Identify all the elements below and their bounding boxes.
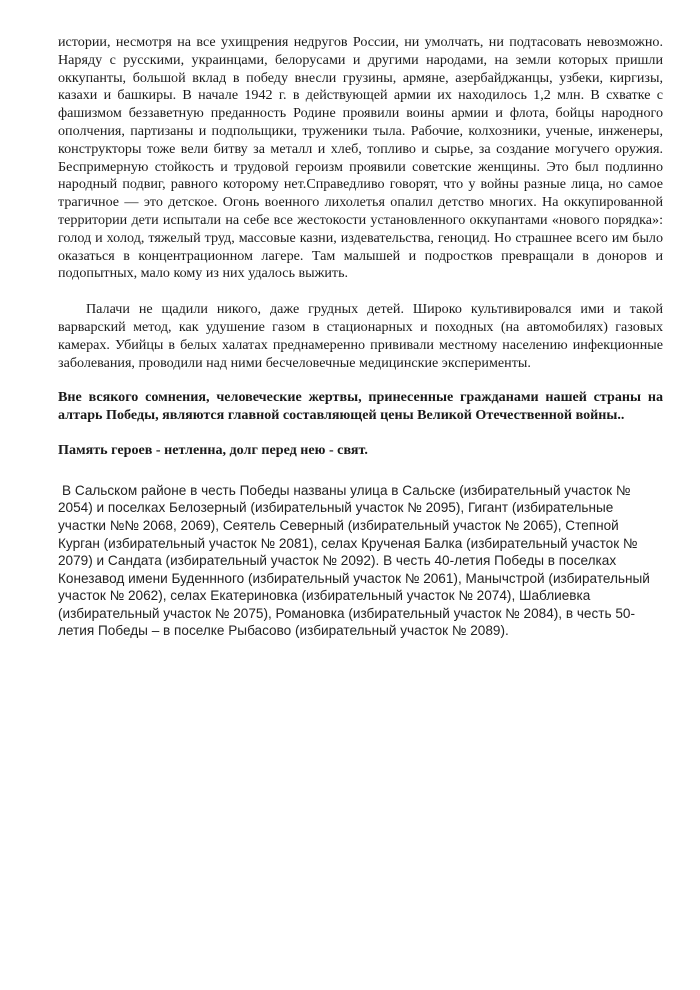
paragraph-memory-of-heroes: Память героев - нетленна, долг перед нею - свят. [58, 441, 368, 458]
paragraph-human-sacrifice: Вне всякого сомнения, человеческие жертвы, принесенные гражданами нашей страны на алтарь Победы, являются главной составляющей цены Великой Отечественной войны.. [58, 389, 663, 424]
paragraph-salsk-district: В Сальском районе в честь Победы названы улица в Сальске (избирательный участок № 2054) и поселках Белозерный (избирательный участок № 2095), Гигант (избирательные участки №№ 2068, 2069), Сеятель Северный (избирательный участок № 2065), Степной Курган (избирательный участок № 2081), селах Крученая Балка (избирательный участок № 2079) и Сандата (избирательный участок № 2092). В честь 40-летия Победы в поселках Конезавод имени Буденнного (избирательный участок № 2061), Манычстрой (избирательный участок № 2062), селах Екатериновка (избирательный участок № 2074), Шаблиевка (избирательный участок № 2075), Романовка (избирательный участок № 2084), в честь 50-летия Победы – в поселке Рыбасово (избирательный участок № 2089). [58, 482, 650, 639]
document-body [58, 34, 663, 640]
paragraph-executioners: Палачи не щадили никого, даже грудных детей. Широко культивировался ими и такой варварский метод, как удушение газом в стационарных и походных (на автомобилях) газовых камерах. Убийцы в белых халатах преднамеренно прививали местному населению инфекционные заболевания, проводили над ними бесчеловечные медицинские эксперименты. [58, 301, 663, 371]
paragraph-history: истории, несмотря на все ухищрения недругов России, ни умолчать, ни подтасовать невозможно. Наряду с русскими, украинцами, белорусами и другими народами, на земли которых пришли оккупанты, большой вклад в победу внесли грузины, армяне, азербайджанцы, узбеки, киргизы, казахи и башкиры. В начале 1942 г. в действующей армии их находилось 1,2 млн. В схватке с фашизмом беззаветную преданность Родине проявили воины армии и флота, бойцы народного ополчения, партизаны и подпольщики, труженики тыла. Рабочие, колхозники, ученые, инженеры, конструкторы тоже вели битву за металл и хлеб, топливо и сырье, за создание могучего оружия. Беспримерную стойкость и трудовой героизм проявили советские женщины. Это был подлинно народный подвиг, равного которому нет.Справедливо говорят, что у войны разные лица, но самое трагичное — это детское. Огонь военного лихолетья опалил детство многих. На оккупированной территории дети испытали на себе все жестокости установленного оккупантами «нового порядка»: голод и холод, тяжелый труд, массовые казни, издевательства, геноцид. Но страшнее всего им было оказаться в концентрационном лагере. Там малышей и подростков превращали в доноров и подопытных, мало кому из них удалось выжить. [58, 34, 663, 282]
